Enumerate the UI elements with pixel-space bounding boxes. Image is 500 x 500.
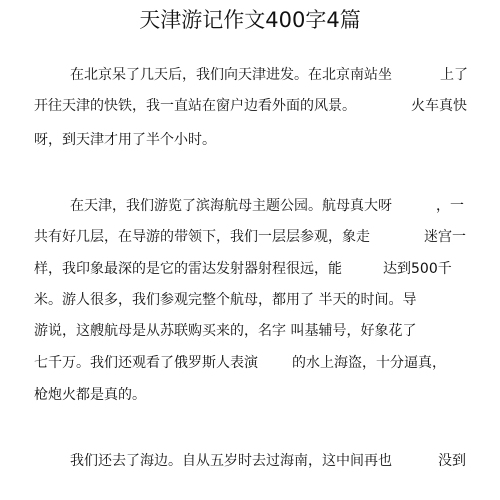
text-segment: ，一 bbox=[436, 198, 464, 214]
text-segment: 在天津，我们游览了滨海航母主题公园。航母真大呀 bbox=[70, 198, 392, 214]
text-segment: 我们还去了海边。自从五岁时去过海南，这中间再也 bbox=[70, 453, 392, 469]
text-line bbox=[0, 447, 500, 475]
text-segment: 在北京呆了几天后，我们向天津进发。在北京南站坐 bbox=[70, 67, 392, 83]
text-line bbox=[0, 317, 500, 345]
text-segment: 达到500千 bbox=[383, 261, 452, 277]
text-segment: 样，我印象最深的是它的雷达发射器射程很远，能 bbox=[34, 261, 342, 277]
text-segment: 枪炮火都是真的。 bbox=[34, 387, 146, 403]
text-segment: 的水上海盗，十分逼真， bbox=[292, 355, 446, 371]
text-line bbox=[0, 381, 500, 409]
text-segment: 游说，这艘航母是从苏联购买来的，名字 叫基辅号，好象花了 bbox=[34, 323, 417, 339]
text-line bbox=[0, 255, 500, 283]
text-segment: 七千万。我们还观看了俄罗斯人表演 bbox=[34, 355, 258, 371]
document-title: 天津游记作文400字4篇 bbox=[139, 8, 361, 32]
text-line bbox=[0, 126, 500, 154]
text-line bbox=[0, 61, 500, 89]
text-line bbox=[0, 192, 500, 220]
text-line bbox=[0, 349, 500, 377]
text-segment: 共有好几层，在导游的带领下，我们一层层参观，象走 bbox=[34, 229, 370, 245]
text-segment: 呀，到天津才用了半个小时。 bbox=[34, 132, 216, 148]
text-segment: 没到 bbox=[438, 453, 466, 469]
text-segment: 上了 bbox=[440, 67, 468, 83]
text-segment: 火车真快 bbox=[411, 98, 467, 114]
text-line bbox=[0, 92, 500, 120]
text-segment: 迷宫一 bbox=[424, 229, 466, 245]
text-line bbox=[0, 223, 500, 251]
text-line bbox=[0, 286, 500, 314]
text-segment: 米。游人很多，我们参观完整个航母，都用了 半天的时间。导 bbox=[34, 292, 417, 308]
text-segment: 开往天津的快铁，我一直站在窗户边看外面的风景。 bbox=[34, 98, 356, 114]
